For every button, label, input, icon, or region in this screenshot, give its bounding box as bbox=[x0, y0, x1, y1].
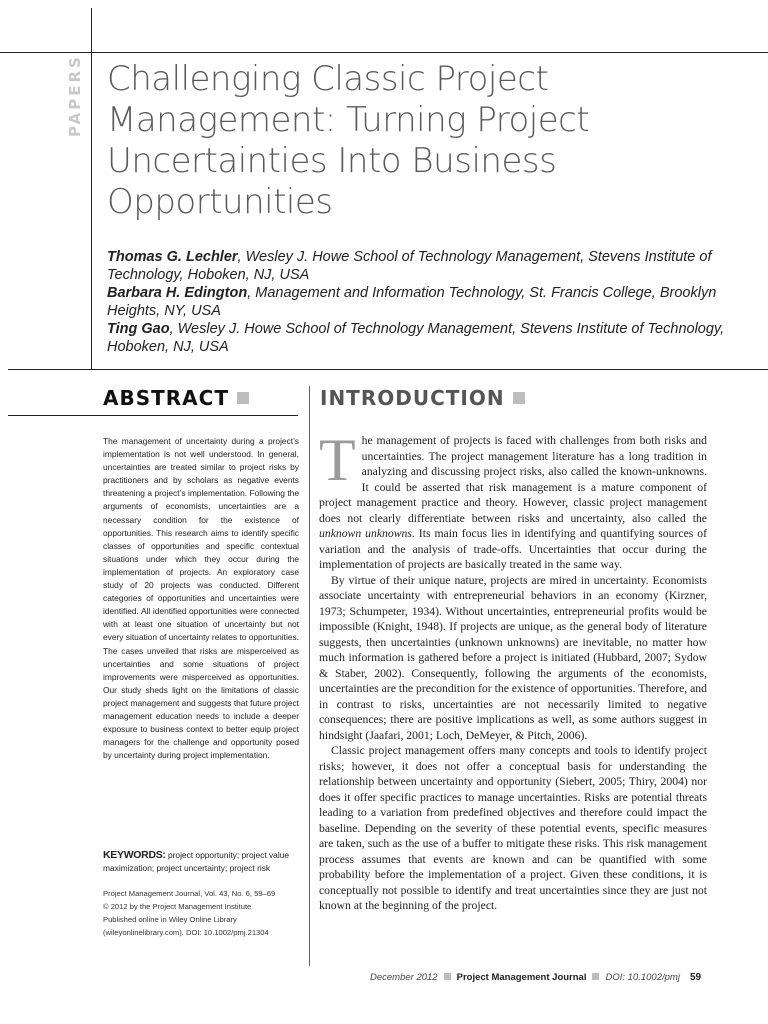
paragraph: Classic project management offers many concepts and tools to identify project risks; however, it does not offer a conceptual basis for understanding the relationship between uncertainty and opportunity (Siebert, 2005; Thiry, 2004) nor does it offer specific practices to manage uncertainties. Risks are potential threats leading to a variation from predefined objectives and therefore could impact the baseline. Depending on the severity of these potential events, specific measures are taken, such as the use of a buffer to mitigate these risks. This risk management process assumes that events are known and can be quantified with some probability before the implementation of a project. Given these conditions, it is conceptually not possible to identify and treat uncertainties since they are just not known at the beginning of the project. bbox=[319, 744, 707, 912]
footer-journal: Project Management Journal bbox=[456, 972, 587, 983]
footer-square-icon bbox=[444, 973, 451, 980]
author-entry bbox=[107, 248, 727, 284]
keywords-label: KEYWORDS: bbox=[103, 849, 166, 861]
vertical-rule bbox=[91, 8, 92, 370]
author-name: Thomas G. Lechler bbox=[107, 249, 238, 265]
citation-meta bbox=[103, 887, 303, 939]
author-affiliation: , Wesley J. Howe School of Technology Management, Stevens Institute of Technology, Hoboken, NJ, USA bbox=[107, 249, 712, 283]
keywords bbox=[103, 849, 303, 875]
author-affiliation: , Management and Information Technology, St. Francis College, Brooklyn Heights, NY, USA bbox=[107, 285, 717, 319]
keywords-text: project opportunity; project value maximization; project uncertainty; project risk bbox=[103, 850, 290, 873]
article-title: Challenging Classic Project Management: Turning Project Uncertainties Into Business Opportunities bbox=[107, 59, 590, 222]
abstract-rule bbox=[8, 415, 298, 416]
column-divider bbox=[309, 386, 310, 966]
emphasis: unknown unknowns bbox=[319, 527, 412, 540]
meta-line: Published online in Wiley Online Library bbox=[103, 915, 237, 924]
introduction-heading: INTRODUCTION bbox=[320, 386, 525, 410]
paragraph: The management of projects is faced with challenges from both risks and uncertainties. The project management literature has a long tradition in analyzing and discussing project risks, also called the known-unknowns. It could be asserted that risk management is a mature component of project management practice and theory. However, classic project management does not clearly differentiate between risks and uncertainty, also called the unknown unknowns. Its main focus lies in identifying and quantifying sources of variation and the analysis of trade-offs. Uncertainties that occur during the implementation of projects are basically treated in the same way. bbox=[319, 427, 707, 571]
section-label: PAPERS bbox=[66, 54, 84, 137]
heading-square-icon bbox=[237, 392, 249, 404]
footer-date: December 2012 bbox=[370, 972, 438, 983]
footer-doi: DOI: 10.1002/pmj bbox=[605, 972, 680, 983]
header-divider bbox=[8, 369, 768, 370]
author-entry bbox=[107, 320, 727, 356]
meta-line: Project Management Journal, Vol. 43, No. 6, 59–69 bbox=[103, 889, 276, 898]
abstract-text: The management of uncertainty during a project’s implementation is not well understood. In general, uncertainties are treated similar to project risks by practitioners and by scholars as negative events threatening a project’s implementation. Following the arguments of economists, uncertainties are a necessary condition for the existence of opportunities. This research aims to identify specific classes of opportunities and specific contextual situations under which they occur during the implementation of projects. An exploratory case study of 20 projects was conducted. Different categories of opportunities and uncertainties were identified. All identified opportunities were connected with at least one situation of uncertainty but not every situation of uncertainty relates to opportunities. The cases unveiled that risks are misperceived as uncertainties and some situations of project improvements were misperceived as opportunities. Our study sheds light on the limitations of classic project management and suggests that future project management education needs to include a deeper exposure to business context to better equip project managers for the challenge and opportunity posed by uncertainty during project implementation. bbox=[103, 436, 299, 761]
introduction-body bbox=[319, 427, 707, 914]
abstract-heading: ABSTRACT bbox=[103, 386, 249, 410]
page-footer bbox=[370, 972, 710, 983]
heading-square-icon bbox=[513, 392, 525, 404]
top-rule bbox=[0, 52, 768, 53]
author-entry bbox=[107, 284, 727, 320]
author-affiliation: , Wesley J. Howe School of Technology Management, Stevens Institute of Technology, Hoboken, NJ, USA bbox=[107, 321, 725, 355]
author-list bbox=[107, 248, 727, 356]
author-name: Ting Gao bbox=[107, 321, 170, 337]
page-number: 59 bbox=[689, 972, 702, 983]
meta-line: © 2012 by the Project Management Institute bbox=[103, 902, 252, 911]
paragraph: By virtue of their unique nature, projects are mired in uncertainty. Economists associate uncertainty with entrepreneurial behaviors in an economy (Kirzner, 1973; Schumpeter, 1934). Without uncertainties, entrepreneurial profits would be impossible (Knight, 1948). If projects are unique, as the general body of literature suggests, then uncertainties (unknown unknowns) are inevitable, no matter how much information is gathered before a project is initiated (Hubbard, 2007; Sydow & Staber, 2002). Consequently, following the arguments of the economists, uncertainties are the precondition for the existence of opportunities. Therefore, and in contrast to risks, uncertainties are not necessarily limited to negative consequences; there are positive implications as well, as some authors suggest in hindsight (Jaafari, 2001; Loch, DeMeyer, & Pitch, 2006). bbox=[319, 573, 707, 742]
meta-line: (wileyonlinelibrary.com). DOI: 10.1002/pmj.21304 bbox=[103, 928, 269, 937]
drop-cap: T bbox=[319, 427, 356, 493]
footer-square-icon bbox=[592, 973, 599, 980]
author-name: Barbara H. Edington bbox=[107, 285, 248, 301]
